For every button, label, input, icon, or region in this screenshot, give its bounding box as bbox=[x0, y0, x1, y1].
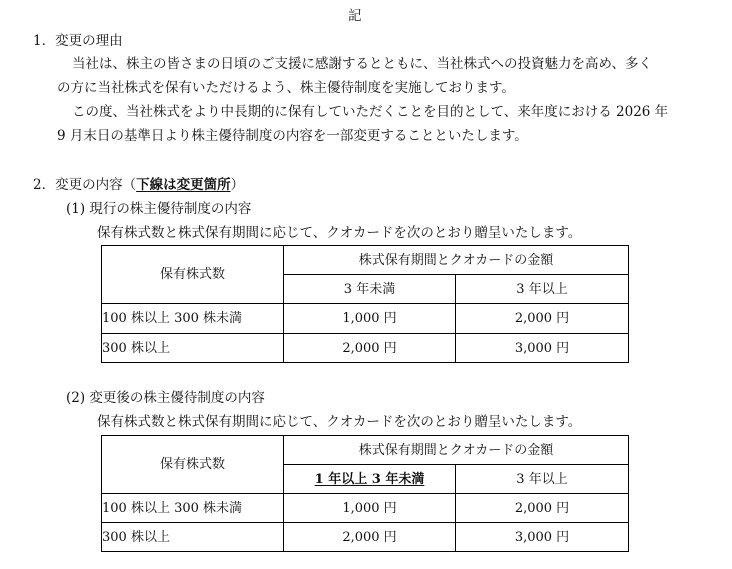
section-2-heading bbox=[33, 179, 244, 193]
changed-period-label: 1 年以上 3 年未満 bbox=[314, 471, 425, 487]
section-1-paragraph-2-line-1: この度、当社株式をより中長期的に保有していただくことを目的として、来年度における 2026 年 bbox=[72, 104, 669, 120]
header-period-short-changed bbox=[284, 465, 456, 494]
document-title: 記 bbox=[348, 8, 362, 24]
current-plan-table bbox=[101, 245, 629, 363]
row-amount-long: 2,000 円 bbox=[456, 304, 629, 334]
row-amount-short: 1,000 円 bbox=[284, 494, 456, 523]
row-amount-long: 3,000 円 bbox=[456, 334, 629, 363]
table-row bbox=[102, 304, 629, 334]
current-plan-heading: (1) 現行の株主優待制度の内容 bbox=[66, 201, 252, 217]
header-period-amount: 株式保有期間とクオカードの金額 bbox=[284, 436, 629, 465]
header-period-long: 3 年以上 bbox=[456, 275, 629, 304]
header-period-long: 3 年以上 bbox=[456, 465, 629, 494]
section-2-heading-note: 下線は変更箇所 bbox=[136, 177, 231, 193]
table-row bbox=[102, 334, 629, 363]
section-1-paragraph-1-line-2: の方に当社株式を保有いただけるよう、株主優待制度を実施しております。 bbox=[57, 80, 515, 96]
revised-plan-heading: (2) 変更後の株主優待制度の内容 bbox=[66, 390, 265, 406]
revised-plan-description: 保有株式数と株式保有期間に応じて、クオカードを次のとおり贈呈いたします。 bbox=[97, 414, 582, 430]
row-amount-long: 3,000 円 bbox=[456, 523, 629, 552]
section-1-paragraph-2-line-2: 9 月末日の基準日より株主優待制度の内容を一部変更することといたします。 bbox=[57, 128, 528, 144]
section-2-heading-prefix: 2．変更の内容（ bbox=[33, 177, 137, 193]
row-amount-short: 1,000 円 bbox=[284, 304, 456, 334]
header-shares: 保有株式数 bbox=[102, 436, 284, 494]
header-period-amount: 株式保有期間とクオカードの金額 bbox=[284, 246, 629, 275]
row-shares: 100 株以上 300 株未満 bbox=[102, 304, 284, 334]
table-row bbox=[102, 494, 629, 523]
revised-plan-table bbox=[101, 435, 629, 552]
table-row bbox=[102, 523, 629, 552]
header-shares: 保有株式数 bbox=[102, 246, 284, 304]
header-period-short: 3 年未満 bbox=[284, 275, 456, 304]
row-shares: 100 株以上 300 株未満 bbox=[102, 494, 284, 523]
current-plan-description: 保有株式数と株式保有期間に応じて、クオカードを次のとおり贈呈いたします。 bbox=[97, 225, 582, 241]
row-amount-short: 2,000 円 bbox=[284, 523, 456, 552]
row-amount-short: 2,000 円 bbox=[284, 334, 456, 363]
section-1-heading: 1．変更の理由 bbox=[33, 33, 123, 49]
row-shares: 300 株以上 bbox=[102, 523, 284, 552]
row-amount-long: 2,000 円 bbox=[456, 494, 629, 523]
table-header-row bbox=[102, 436, 629, 465]
row-shares: 300 株以上 bbox=[102, 334, 284, 363]
table-header-row bbox=[102, 246, 629, 275]
section-1-paragraph-1-line-1: 当社は、株主の皆さまの日頃のご支援に感謝するとともに、当社株式への投資魅力を高め、多く bbox=[72, 56, 652, 72]
section-2-heading-suffix: ） bbox=[230, 177, 245, 193]
